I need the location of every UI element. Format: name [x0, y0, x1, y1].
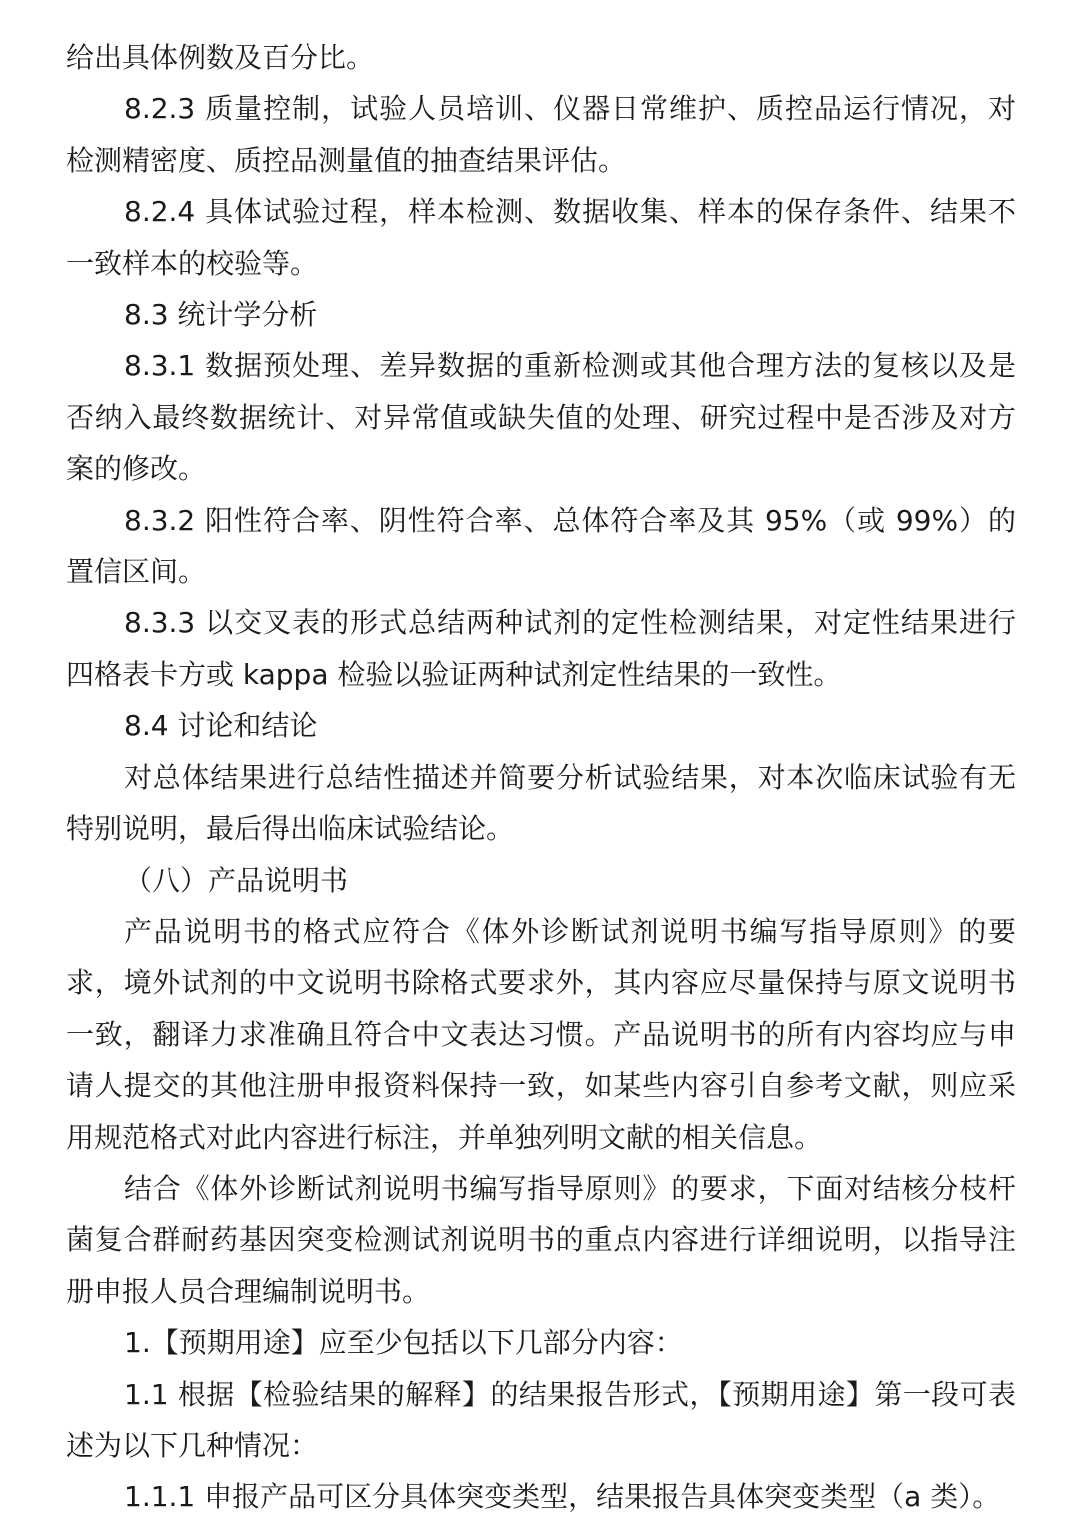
heading-8-3: 8.3 统计学分析: [124, 298, 318, 332]
paragraph-1-1: 1.1 根据【检验结果的解释】的结果报告形式，【预期用途】第一段可表述为以下几种情况：: [66, 1377, 1016, 1462]
paragraph-manual-format: 产品说明书的格式应符合《体外诊断试剂说明书编写指导原则》的要求，境外试剂的中文说明书除格式要求外，其内容应尽量保持与原文说明书一致，翻译力求准确且符合中文表达习惯。产品说明书的所有内容均应与申请人提交的其他注册申报资料保持一致，如某些内容引自参考文献，则应采用规范格式对此内容进行标注，并单独列明文献的相关信息。: [66, 914, 1016, 1154]
paragraph-8-3-2: 8.3.2 阳性符合率、阴性符合率、总体符合率及其 95%（或 99%）的置信区间。: [66, 503, 1016, 589]
paragraph-manual-guidance: 结合《体外诊断试剂说明书编写指导原则》的要求，下面对结核分枝杆菌复合群耐药基因突变检测试剂说明书的重点内容进行详细说明，以指导注册申报人员合理编制说明书。: [66, 1171, 1016, 1308]
paragraph-conclusion: 对总体结果进行总结性描述并简要分析试验结果，对本次临床试验有无特别说明，最后得出临床试验结论。: [66, 760, 1016, 846]
paragraph-8-3-1: 8.3.1 数据预处理、差异数据的重新检测或其他合理方法的复核以及是否纳入最终数据统计、对异常值或缺失值的处理、研究过程中是否涉及对方案的修改。: [66, 349, 1016, 486]
paragraph-1: 给出具体例数及百分比。: [66, 41, 375, 74]
paragraph-8-3-3: 8.3.3 以交叉表的形式总结两种试剂的定性检测结果，对定性结果进行四格表卡方或 kappa 检验以验证两种试剂定性结果的一致性。: [66, 606, 1016, 691]
document-page: [66, 32, 1016, 1523]
heading-8-4: 8.4 讨论和结论: [124, 709, 318, 743]
heading-product-manual: （八）产品说明书: [124, 863, 349, 897]
paragraph-8-2-4: 8.2.4 具体试验过程，样本检测、数据收集、样本的保存条件、结果不一致样本的校验等。: [66, 195, 1016, 280]
paragraph-intended-use: 1.【预期用途】应至少包括以下几部分内容：: [124, 1326, 683, 1360]
paragraph-8-2-3: 8.2.3 质量控制，试验人员培训、仪器日常维护、质控品运行情况，对检测精密度、质控品测量值的抽查结果评估。: [66, 92, 1016, 177]
paragraph-1-1-1: 1.1.1 申报产品可区分具体突变类型，结果报告具体突变类型（a 类）。: [124, 1480, 1001, 1514]
